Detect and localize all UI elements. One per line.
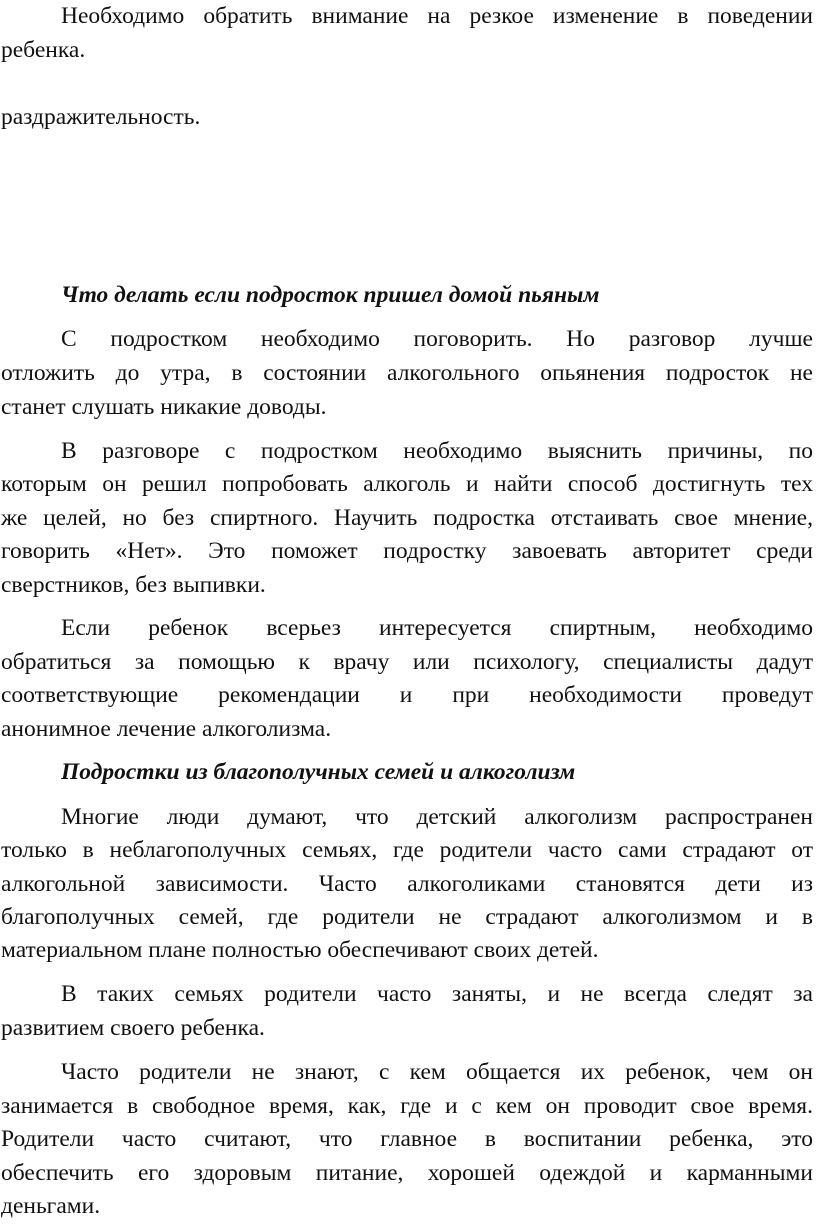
paragraph-line: благополучных семей, где родители не страдают алкоголизмом и в: [1, 904, 813, 930]
paragraph-line: говорить «Нет». Это поможет подростку завоевать авторитет среди: [1, 538, 813, 564]
paragraph-line: материальном плане полностью обеспечивают своих детей.: [1, 937, 599, 963]
paragraph-line: же целей, но без спиртного. Научить подростка отстаивать свое мнение,: [1, 505, 813, 531]
paragraph-line: алкогольной зависимости. Часто алкоголиками становятся дети из: [1, 871, 813, 897]
paragraph-line: станет слушать никакие доводы.: [1, 394, 327, 420]
intro-line-2: ребенка.: [1, 37, 86, 63]
section-heading-wealthy-families: Подростки из благополучных семей и алкоголизм: [61, 759, 576, 785]
paragraph-line: анонимное лечение алкоголизма.: [1, 716, 332, 742]
paragraph-line: занимается в свободное время, как, где и с кем он проводит свое время.: [1, 1093, 813, 1119]
paragraph-line: деньгами.: [1, 1193, 101, 1219]
paragraph-line: которым он решил попробовать алкоголь и найти способ достигнуть тех: [1, 471, 813, 497]
paragraph-line: С подростком необходимо поговорить. Но разговор лучше: [61, 326, 813, 352]
section-heading-drunk-teen: Что делать если подросток пришел домой пьяным: [61, 282, 600, 308]
paragraph-line: развитием своего ребенка.: [1, 1015, 265, 1041]
paragraph-line: Часто родители не знают, с кем общается их ребенок, чем он: [61, 1059, 813, 1085]
intro-line-1: Необходимо обратить внимание на резкое изменение в поведении: [61, 3, 813, 29]
paragraph-line: В разговоре с подростком необходимо выяснить причины, по: [61, 438, 813, 464]
paragraph-line: Многие люди думают, что детский алкоголизм распространен: [61, 804, 813, 830]
paragraph-line: В таких семьях родители часто заняты, и не всегда следят за: [61, 981, 813, 1007]
paragraph-line: Если ребенок всерьез интересуется спиртным, необходимо: [61, 615, 813, 641]
paragraph-line: сверстников, без выпивки.: [1, 572, 266, 598]
paragraph-line: только в неблагополучных семьях, где родители часто сами страдают от: [1, 837, 813, 863]
paragraph-line: соответствующие рекомендации и при необходимости проведут: [1, 682, 813, 708]
paragraph-line: отложить до утра, в состоянии алкогольного опьянения подросток не: [1, 360, 813, 386]
paragraph-line: обратиться за помощью к врачу или психологу, специалисты дадут: [1, 649, 813, 675]
paragraph-line: обеспечить его здоровым питание, хорошей одеждой и карманными: [1, 1160, 813, 1186]
bullet-item-rudeness-continuation: раздражительность.: [1, 104, 201, 130]
paragraph-line: Родители часто считают, что главное в воспитании ребенка, это: [1, 1126, 813, 1152]
